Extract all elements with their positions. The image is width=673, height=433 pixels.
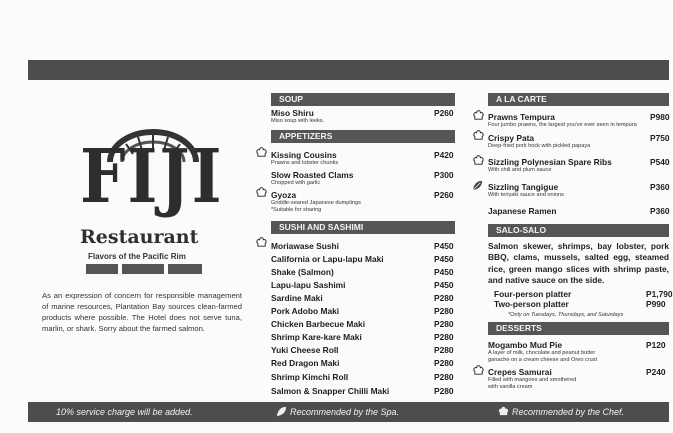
item-price: P1,790	[646, 289, 673, 299]
salosalo-note: *Only on Tuesdays, Thursdays, and Saturdays	[508, 312, 624, 318]
item-price: P280	[434, 345, 454, 355]
item-name: Crepes Samurai	[488, 367, 552, 377]
item-name: Salmon & Snapper Chilli Maki	[271, 386, 390, 396]
item-name: Kissing Cousins	[271, 150, 337, 160]
item-name: Shake (Salmon)	[271, 267, 334, 277]
item-desc: With chili and plum sauce	[488, 167, 552, 173]
item-desc: Chopped with garlic	[271, 180, 321, 186]
item-price: P450	[434, 267, 454, 277]
item-price: P360	[650, 206, 670, 216]
item-desc: Four jumbo prawns, the largest you've ever seen in tempura	[488, 122, 637, 128]
item-name: Sizzling Polynesian Spare Ribs	[488, 157, 612, 167]
item-desc: A layer of milk, chocolate and peanut butter	[488, 350, 596, 356]
chef-hat-icon	[256, 237, 267, 248]
item-price: P120	[646, 340, 666, 350]
item-name: California or Lapu-lapu Maki	[271, 254, 384, 264]
chef-hat-icon	[256, 147, 267, 158]
restaurant-label: Restaurant	[80, 226, 199, 248]
chef-hat-icon	[473, 155, 484, 166]
item-price: P280	[434, 358, 454, 368]
logo-wordmark: FIJI	[80, 134, 224, 221]
item-desc: with vanilla cream	[488, 384, 533, 390]
about-text: As an expression of concern for responsible management of marine resources, Plantation Bay sources clean-farmed products where possible. The Hotel does not serve tuna, marlin, or shark. Sorry about the farmed salmon.	[42, 291, 242, 333]
footer-band	[28, 402, 669, 422]
chef-hat-icon	[256, 187, 267, 198]
item-price: P280	[434, 386, 454, 396]
section-header-alacarte: A LA CARTE	[488, 93, 669, 106]
item-name: Yuki Cheese Roll	[271, 345, 339, 355]
item-name: Red Dragon Maki	[271, 358, 340, 368]
item-price: P990	[646, 299, 666, 309]
item-price: P260	[434, 108, 454, 118]
item-price: P450	[434, 280, 454, 290]
chef-legend: Recommended by the Chef.	[512, 407, 625, 417]
salosalo-description: Salmon skewer, shrimps, bay lobster, pork BBQ, clams, mussels, salted egg, steamed rice, green mango slices with shrimp paste, and native sauce on the side.	[488, 241, 669, 286]
item-name: Miso Shiru	[271, 108, 314, 118]
item-name: Slow Roasted Clams	[271, 170, 354, 180]
item-name: Crispy Pata	[488, 133, 535, 143]
chef-hat-icon	[473, 110, 484, 121]
item-name: Shrimp Kare-kare Maki	[271, 332, 362, 342]
item-desc: Filled with mangoes and smothered	[488, 377, 577, 383]
item-name: Chicken Barbecue Maki	[271, 319, 366, 329]
item-name: Sizzling Tangigue	[488, 182, 559, 192]
section-header-appetizers: APPETIZERS	[271, 130, 455, 143]
item-desc: Miso soup with leeks.	[271, 118, 325, 124]
item-desc: ganache on a cream cheese and Oreo crust	[488, 357, 598, 363]
item-price: P420	[434, 150, 454, 160]
item-desc: Griddle-seared Japanese dumplings	[271, 200, 361, 206]
item-desc: Prawns and lobster chunks	[271, 160, 339, 166]
item-price: P280	[434, 293, 454, 303]
item-name: Lapu-lapu Sashimi	[271, 280, 346, 290]
item-name: Sardine Maki	[271, 293, 323, 303]
chef-hat-icon	[473, 365, 484, 376]
section-header-sushi: SUSHI AND SASHIMI	[271, 221, 455, 234]
item-name: Pork Adobo Maki	[271, 306, 340, 316]
logo-strip	[168, 264, 202, 274]
item-name: Moriawase Sushi	[271, 241, 339, 251]
item-price: P300	[434, 170, 454, 180]
item-price: P280	[434, 332, 454, 342]
tagline: Flavors of the Pacific Rim	[88, 252, 186, 261]
item-name: Shrimp Kimchi Roll	[271, 372, 349, 382]
spa-legend: Recommended by the Spa.	[290, 407, 400, 417]
item-desc: Deep-fried pork hock with pickled papaya	[488, 143, 591, 149]
item-price: P360	[650, 182, 670, 192]
item-price: P980	[650, 112, 670, 122]
chef-hat-icon	[473, 130, 484, 141]
section-header-salosalo: SALO-SALO	[488, 224, 669, 237]
item-name: Japanese Ramen	[488, 206, 557, 216]
item-name: Gyoza	[271, 190, 297, 200]
item-price: P750	[650, 133, 670, 143]
item-name: Mogambo Mud Pie	[488, 340, 562, 350]
item-price: P450	[434, 241, 454, 251]
leaf-icon	[276, 406, 287, 417]
service-charge-note: 10% service charge will be added.	[56, 407, 193, 417]
item-price: P540	[650, 157, 670, 167]
item-name: Two-person platter	[494, 299, 569, 309]
logo-strip	[122, 264, 164, 274]
item-price: P280	[434, 319, 454, 329]
item-price: P260	[434, 190, 454, 200]
item-price: P280	[434, 372, 454, 382]
section-header-soup: SOUP	[271, 93, 455, 106]
logo-strip	[86, 264, 118, 274]
item-name: Prawns Tempura	[488, 112, 555, 122]
item-note: *Suitable for sharing	[271, 207, 322, 213]
leaf-icon	[472, 180, 483, 191]
item-price: P280	[434, 306, 454, 316]
chef-hat-icon	[498, 406, 509, 417]
item-name: Four-person platter	[494, 289, 572, 299]
section-header-desserts: DESSERTS	[488, 322, 669, 335]
item-price: P240	[646, 367, 666, 377]
item-price: P450	[434, 254, 454, 264]
top-band	[28, 60, 669, 80]
item-desc: With teriyaki sauce and onions	[488, 192, 564, 198]
